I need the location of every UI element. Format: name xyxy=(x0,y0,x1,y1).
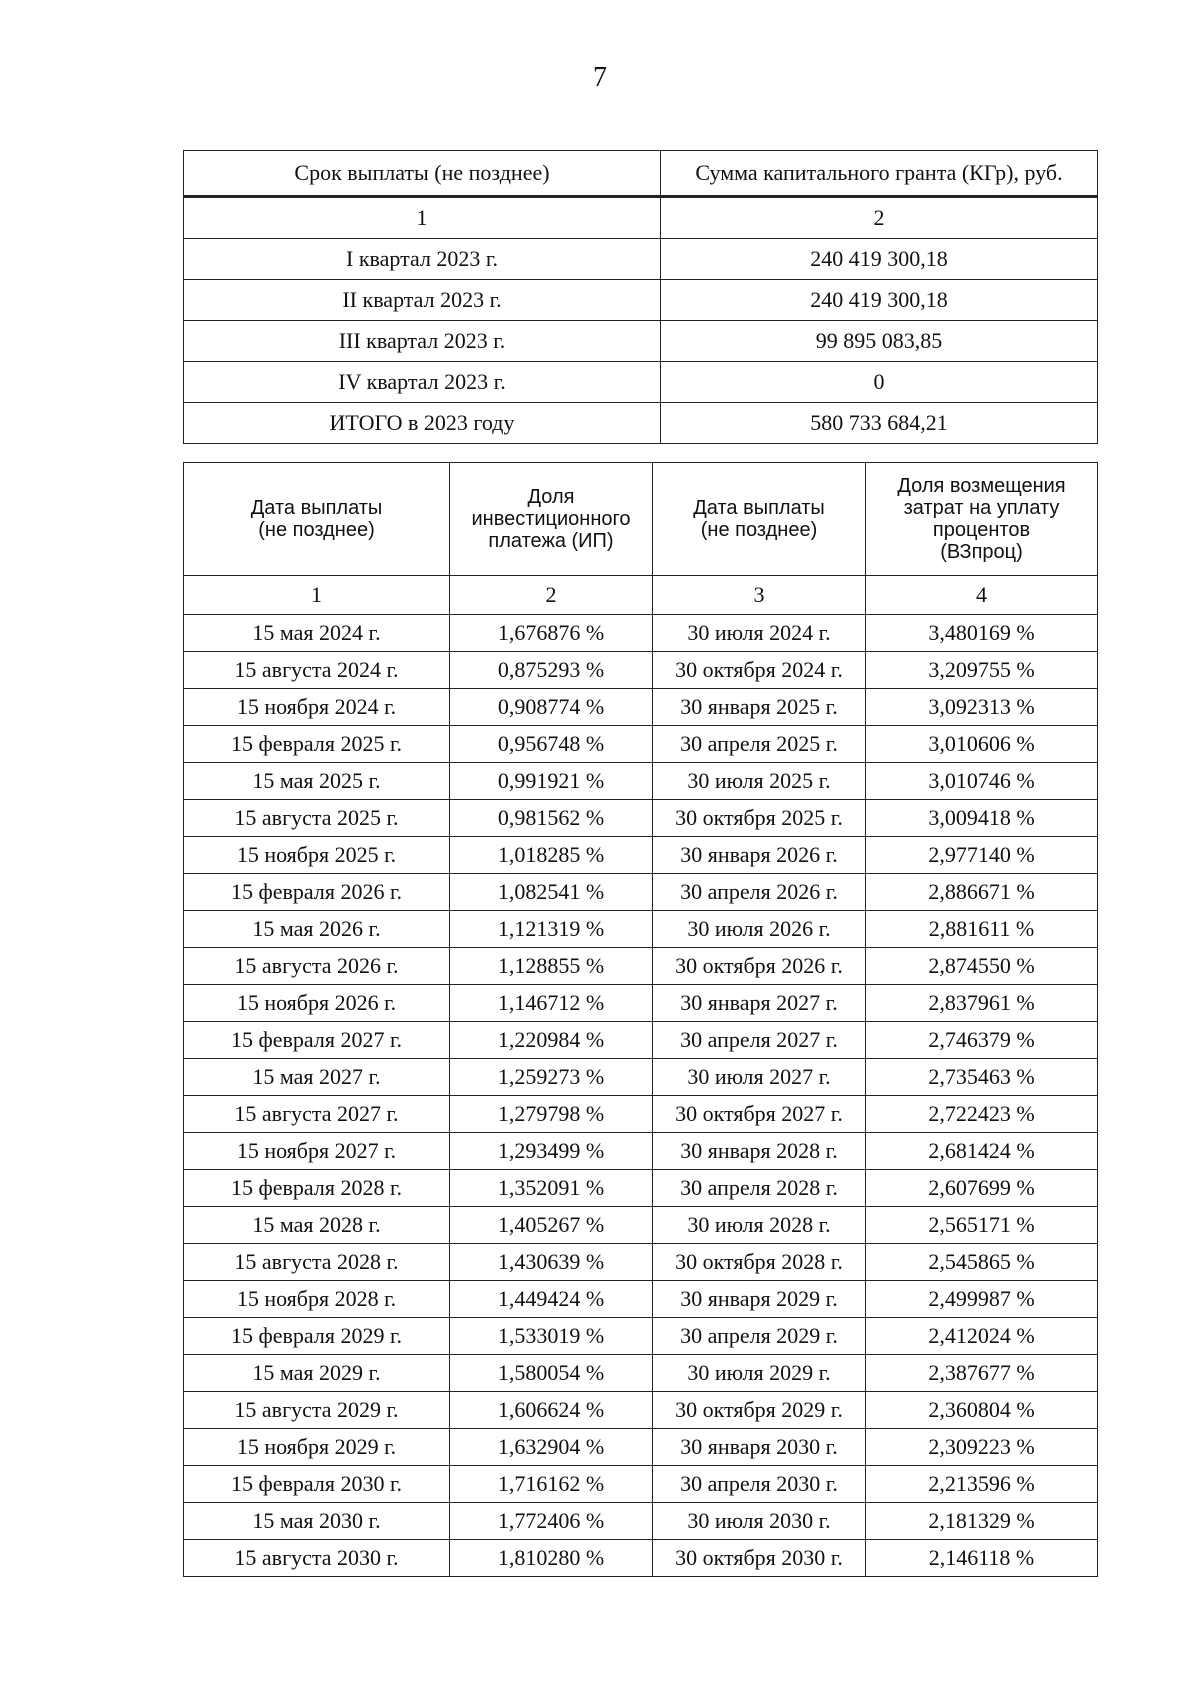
investment-share-cell: 1,146712 % xyxy=(450,985,653,1022)
column-number-cell: 2 xyxy=(450,576,653,615)
payment-date-cell: 15 мая 2026 г. xyxy=(184,911,450,948)
schedule-header-cell xyxy=(450,463,653,576)
interest-share-cell: 2,213596 % xyxy=(866,1466,1098,1503)
column-number-cell: 3 xyxy=(653,576,866,615)
interest-date-cell: 30 октября 2025 г. xyxy=(653,800,866,837)
period-cell: III квартал 2023 г. xyxy=(184,321,661,362)
grant-column-number-row xyxy=(184,197,1098,239)
interest-date-cell: 30 января 2028 г. xyxy=(653,1133,866,1170)
table-row xyxy=(184,763,1098,800)
grant-header-cell: Срок выплаты (не позднее) xyxy=(184,151,661,197)
payment-date-cell: 15 августа 2025 г. xyxy=(184,800,450,837)
investment-share-cell: 1,810280 % xyxy=(450,1540,653,1577)
header-line: платежа (ИП) xyxy=(488,530,614,552)
table-row xyxy=(184,1059,1098,1096)
investment-share-cell: 1,128855 % xyxy=(450,948,653,985)
header-line: Доля xyxy=(527,486,575,508)
page-number: 7 xyxy=(593,62,607,93)
interest-share-cell: 2,681424 % xyxy=(866,1133,1098,1170)
payment-date-cell: 15 февраля 2030 г. xyxy=(184,1466,450,1503)
column-number-cell: 4 xyxy=(866,576,1098,615)
column-number-cell: 2 xyxy=(661,197,1098,239)
table-row xyxy=(184,1392,1098,1429)
interest-date-cell: 30 января 2026 г. xyxy=(653,837,866,874)
investment-share-cell: 1,279798 % xyxy=(450,1096,653,1133)
investment-share-cell: 1,676876 % xyxy=(450,615,653,652)
payment-date-cell: 15 августа 2027 г. xyxy=(184,1096,450,1133)
interest-date-cell: 30 января 2027 г. xyxy=(653,985,866,1022)
interest-share-cell: 2,607699 % xyxy=(866,1170,1098,1207)
schedule-column-number-row xyxy=(184,576,1098,615)
table-row xyxy=(184,1207,1098,1244)
table-row xyxy=(184,1096,1098,1133)
interest-date-cell: 30 апреля 2027 г. xyxy=(653,1022,866,1059)
header-line: затрат на уплату xyxy=(903,497,1060,519)
investment-share-cell: 1,632904 % xyxy=(450,1429,653,1466)
table-row xyxy=(184,239,1098,280)
interest-share-cell: 2,837961 % xyxy=(866,985,1098,1022)
investment-share-cell: 0,875293 % xyxy=(450,652,653,689)
interest-share-cell: 3,010746 % xyxy=(866,763,1098,800)
interest-date-cell: 30 апреля 2026 г. xyxy=(653,874,866,911)
table-row xyxy=(184,1503,1098,1540)
table-row xyxy=(184,726,1098,763)
payment-date-cell: 15 августа 2024 г. xyxy=(184,652,450,689)
interest-share-cell: 2,565171 % xyxy=(866,1207,1098,1244)
period-cell: I квартал 2023 г. xyxy=(184,239,661,280)
interest-date-cell: 30 июля 2028 г. xyxy=(653,1207,866,1244)
period-cell: IV квартал 2023 г. xyxy=(184,362,661,403)
investment-share-cell: 1,405267 % xyxy=(450,1207,653,1244)
interest-share-cell: 2,874550 % xyxy=(866,948,1098,985)
table-row xyxy=(184,1429,1098,1466)
schedule-table-body xyxy=(184,463,1098,1577)
table-row xyxy=(184,652,1098,689)
investment-share-cell: 1,018285 % xyxy=(450,837,653,874)
interest-date-cell: 30 июля 2026 г. xyxy=(653,911,866,948)
interest-share-cell: 2,886671 % xyxy=(866,874,1098,911)
interest-share-cell: 2,746379 % xyxy=(866,1022,1098,1059)
grant-amount-cell: 240 419 300,18 xyxy=(661,280,1098,321)
investment-share-cell: 1,772406 % xyxy=(450,1503,653,1540)
table-row xyxy=(184,1022,1098,1059)
payment-date-cell: 15 ноября 2025 г. xyxy=(184,837,450,874)
payment-date-cell: 15 августа 2029 г. xyxy=(184,1392,450,1429)
interest-date-cell: 30 октября 2029 г. xyxy=(653,1392,866,1429)
header-line: процентов xyxy=(932,519,1031,541)
interest-share-cell: 2,387677 % xyxy=(866,1355,1098,1392)
investment-share-cell: 0,991921 % xyxy=(450,763,653,800)
interest-share-cell: 2,545865 % xyxy=(866,1244,1098,1281)
payment-date-cell: 15 августа 2026 г. xyxy=(184,948,450,985)
table-row xyxy=(184,280,1098,321)
table-row xyxy=(184,1133,1098,1170)
payment-date-cell: 15 февраля 2026 г. xyxy=(184,874,450,911)
table-row xyxy=(184,1466,1098,1503)
interest-date-cell: 30 октября 2024 г. xyxy=(653,652,866,689)
interest-date-cell: 30 июля 2030 г. xyxy=(653,1503,866,1540)
investment-share-cell: 1,533019 % xyxy=(450,1318,653,1355)
interest-share-cell: 2,977140 % xyxy=(866,837,1098,874)
interest-date-cell: 30 октября 2030 г. xyxy=(653,1540,866,1577)
investment-share-cell: 1,220984 % xyxy=(450,1022,653,1059)
grant-amount-cell: 240 419 300,18 xyxy=(661,239,1098,280)
interest-share-cell: 3,209755 % xyxy=(866,652,1098,689)
investment-share-cell: 1,352091 % xyxy=(450,1170,653,1207)
table-row xyxy=(184,800,1098,837)
table-row xyxy=(184,1318,1098,1355)
payment-date-cell: 15 августа 2030 г. xyxy=(184,1540,450,1577)
header-line: Дата выплаты xyxy=(250,497,383,519)
grant-amount-cell: 580 733 684,21 xyxy=(661,403,1098,444)
payment-date-cell: 15 ноября 2029 г. xyxy=(184,1429,450,1466)
payment-schedule-table xyxy=(183,462,1098,1577)
grant-amount-cell: 99 895 083,85 xyxy=(661,321,1098,362)
header-line: инвестиционного xyxy=(471,508,631,530)
investment-share-cell: 0,908774 % xyxy=(450,689,653,726)
interest-share-cell: 2,309223 % xyxy=(866,1429,1098,1466)
grant-header-row xyxy=(184,151,1098,197)
interest-date-cell: 30 июля 2025 г. xyxy=(653,763,866,800)
grant-table-body xyxy=(184,151,1098,444)
interest-date-cell: 30 января 2029 г. xyxy=(653,1281,866,1318)
interest-date-cell: 30 июля 2024 г. xyxy=(653,615,866,652)
header-line: Дата выплаты xyxy=(693,497,825,519)
table-row xyxy=(184,1540,1098,1577)
payment-date-cell: 15 мая 2030 г. xyxy=(184,1503,450,1540)
period-cell: II квартал 2023 г. xyxy=(184,280,661,321)
table-row xyxy=(184,1244,1098,1281)
schedule-header-cell xyxy=(653,463,866,576)
interest-share-cell: 2,499987 % xyxy=(866,1281,1098,1318)
schedule-header-cell xyxy=(184,463,450,576)
interest-date-cell: 30 июля 2027 г. xyxy=(653,1059,866,1096)
payment-date-cell: 15 ноября 2024 г. xyxy=(184,689,450,726)
column-number-cell: 1 xyxy=(184,576,450,615)
interest-date-cell: 30 апреля 2025 г. xyxy=(653,726,866,763)
payment-date-cell: 15 февраля 2025 г. xyxy=(184,726,450,763)
header-line: (не позднее) xyxy=(258,519,375,541)
investment-share-cell: 1,259273 % xyxy=(450,1059,653,1096)
interest-date-cell: 30 октября 2027 г. xyxy=(653,1096,866,1133)
table-row xyxy=(184,874,1098,911)
interest-date-cell: 30 июля 2029 г. xyxy=(653,1355,866,1392)
interest-date-cell: 30 января 2025 г. xyxy=(653,689,866,726)
investment-share-cell: 1,293499 % xyxy=(450,1133,653,1170)
header-line: (не позднее) xyxy=(700,519,818,541)
payment-date-cell: 15 мая 2024 г. xyxy=(184,615,450,652)
interest-share-cell: 2,360804 % xyxy=(866,1392,1098,1429)
payment-date-cell: 15 ноября 2027 г. xyxy=(184,1133,450,1170)
table-row xyxy=(184,1170,1098,1207)
interest-date-cell: 30 апреля 2028 г. xyxy=(653,1170,866,1207)
payment-date-cell: 15 ноября 2028 г. xyxy=(184,1281,450,1318)
interest-share-cell: 3,010606 % xyxy=(866,726,1098,763)
interest-share-cell: 2,722423 % xyxy=(866,1096,1098,1133)
table-row xyxy=(184,1281,1098,1318)
table-row xyxy=(184,321,1098,362)
interest-date-cell: 30 апреля 2029 г. xyxy=(653,1318,866,1355)
header-line: (ВЗпроц) xyxy=(940,541,1023,563)
payment-date-cell: 15 мая 2025 г. xyxy=(184,763,450,800)
payment-date-cell: 15 февраля 2027 г. xyxy=(184,1022,450,1059)
investment-share-cell: 1,082541 % xyxy=(450,874,653,911)
table-row xyxy=(184,948,1098,985)
payment-date-cell: 15 ноября 2026 г. xyxy=(184,985,450,1022)
interest-date-cell: 30 января 2030 г. xyxy=(653,1429,866,1466)
investment-share-cell: 0,956748 % xyxy=(450,726,653,763)
table-row xyxy=(184,403,1098,444)
capital-grant-table xyxy=(183,150,1098,444)
interest-share-cell: 2,735463 % xyxy=(866,1059,1098,1096)
schedule-header-row xyxy=(184,463,1098,576)
table-row xyxy=(184,837,1098,874)
interest-share-cell: 2,146118 % xyxy=(866,1540,1098,1577)
payment-date-cell: 15 февраля 2029 г. xyxy=(184,1318,450,1355)
payment-date-cell: 15 мая 2029 г. xyxy=(184,1355,450,1392)
investment-share-cell: 1,716162 % xyxy=(450,1466,653,1503)
interest-share-cell: 3,092313 % xyxy=(866,689,1098,726)
table-row xyxy=(184,689,1098,726)
payment-date-cell: 15 февраля 2028 г. xyxy=(184,1170,450,1207)
column-number-cell: 1 xyxy=(184,197,661,239)
payment-date-cell: 15 мая 2027 г. xyxy=(184,1059,450,1096)
investment-share-cell: 1,580054 % xyxy=(450,1355,653,1392)
interest-share-cell: 2,412024 % xyxy=(866,1318,1098,1355)
investment-share-cell: 1,606624 % xyxy=(450,1392,653,1429)
investment-share-cell: 0,981562 % xyxy=(450,800,653,837)
interest-date-cell: 30 октября 2028 г. xyxy=(653,1244,866,1281)
interest-share-cell: 3,009418 % xyxy=(866,800,1098,837)
investment-share-cell: 1,121319 % xyxy=(450,911,653,948)
table-row xyxy=(184,911,1098,948)
payment-date-cell: 15 августа 2028 г. xyxy=(184,1244,450,1281)
table-row xyxy=(184,615,1098,652)
investment-share-cell: 1,449424 % xyxy=(450,1281,653,1318)
table-row xyxy=(184,985,1098,1022)
interest-share-cell: 2,881611 % xyxy=(866,911,1098,948)
table-row xyxy=(184,362,1098,403)
grant-amount-cell: 0 xyxy=(661,362,1098,403)
grant-header-cell: Сумма капитального гранта (КГр), руб. xyxy=(661,151,1098,197)
table-row xyxy=(184,1355,1098,1392)
interest-date-cell: 30 октября 2026 г. xyxy=(653,948,866,985)
schedule-header-cell xyxy=(866,463,1098,576)
interest-share-cell: 2,181329 % xyxy=(866,1503,1098,1540)
interest-share-cell: 3,480169 % xyxy=(866,615,1098,652)
payment-date-cell: 15 мая 2028 г. xyxy=(184,1207,450,1244)
period-cell: ИТОГО в 2023 году xyxy=(184,403,661,444)
interest-date-cell: 30 апреля 2030 г. xyxy=(653,1466,866,1503)
investment-share-cell: 1,430639 % xyxy=(450,1244,653,1281)
header-line: Доля возмещения xyxy=(897,475,1066,497)
